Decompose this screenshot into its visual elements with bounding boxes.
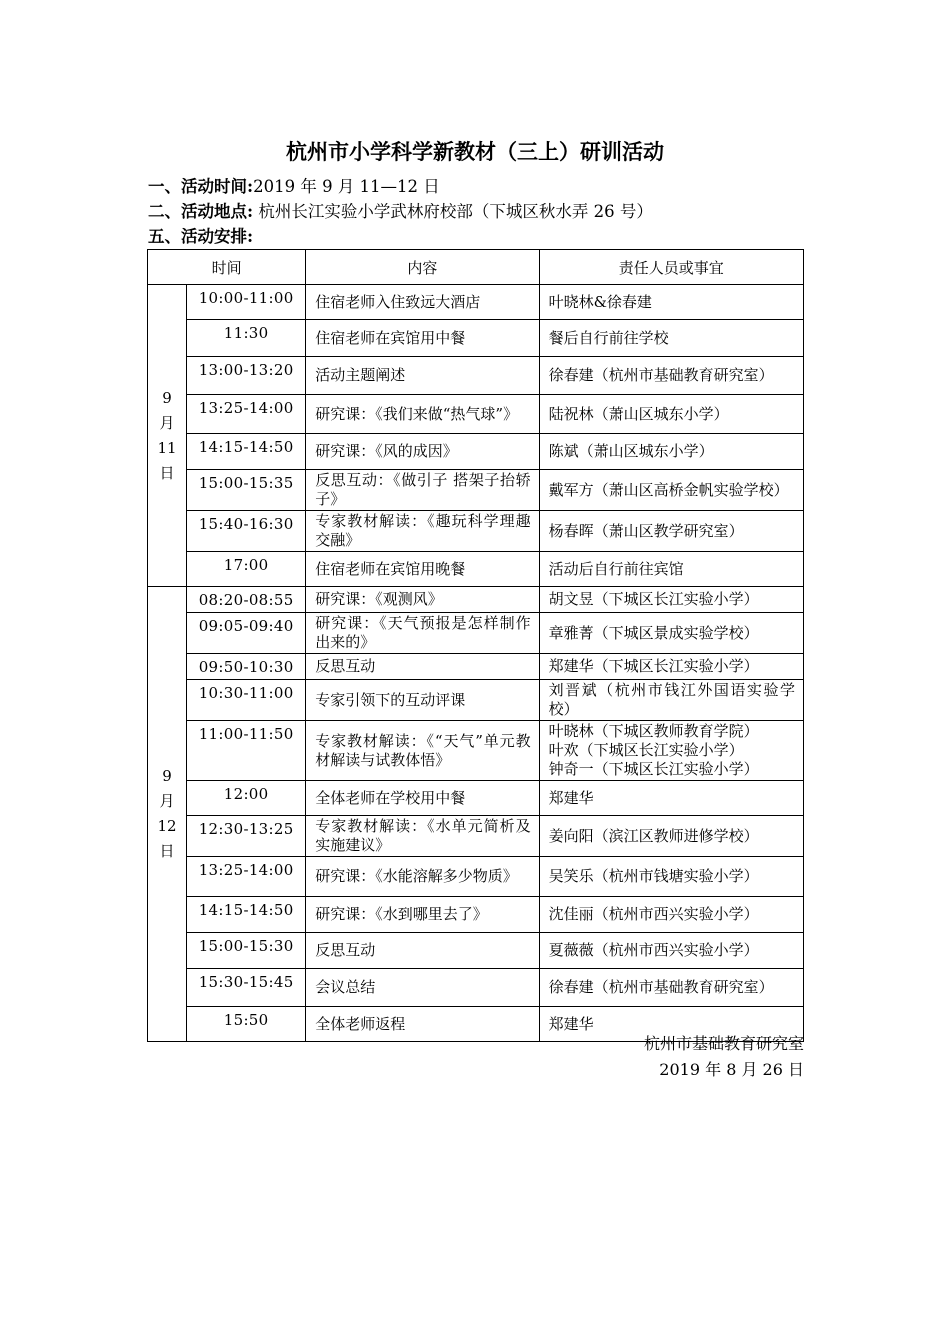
responsible-cell: 沈佳丽（杭州市西兴实验小学） — [539, 897, 803, 933]
activity-schedule-line — [148, 226, 253, 248]
responsible-cell: 吴笑乐（杭州市钱塘实验小学） — [539, 857, 803, 897]
date-line: 12 — [157, 817, 177, 835]
responsible-cell: 陆祝林（萧山区城东小学） — [539, 395, 803, 434]
date-line: 日 — [159, 463, 175, 482]
time-cell: 15:50 — [187, 1007, 306, 1042]
time-cell: 12:30-13:25 — [187, 816, 306, 857]
table-header-row — [148, 250, 804, 285]
table-row — [148, 933, 804, 969]
schedule-table — [147, 249, 804, 1042]
table-row — [148, 857, 804, 897]
responsible-cell: 胡文昱（下城区长江实验小学） — [539, 587, 803, 613]
content-cell: 会议总结 — [306, 969, 539, 1007]
time-cell: 15:40-16:30 — [187, 511, 306, 552]
responsible-line: 叶晓林（下城区教师教育学院） — [548, 722, 759, 740]
time-cell: 08:20-08:55 — [187, 587, 306, 613]
table-row — [148, 395, 804, 434]
content-cell: 专家教材解读：《水单元简析及实施建议》 — [306, 816, 539, 857]
content-cell: 住宿老师在宾馆用中餐 — [306, 320, 539, 357]
responsible-cell: 郑建华 — [539, 1007, 803, 1042]
table-row — [148, 781, 804, 816]
activity-location-label: 二、活动地点: — [148, 202, 254, 221]
time-cell: 14:15-14:50 — [187, 434, 306, 470]
content-cell: 住宿老师在宾馆用晚餐 — [306, 552, 539, 587]
time-cell: 09:50-10:30 — [187, 654, 306, 680]
content-cell: 住宿老师入住致远大酒店 — [306, 285, 539, 320]
responsible-line: 叶欢（下城区长江实验小学） — [548, 741, 744, 759]
date-line: 9 — [162, 388, 172, 407]
time-cell: 13:25-14:00 — [187, 857, 306, 897]
responsible-cell: 叶晓林&徐春建 — [539, 285, 803, 320]
header-content: 内容 — [306, 250, 539, 285]
responsible-cell: 郑建华（下城区长江实验小学） — [539, 654, 803, 680]
content-cell: 活动主题阐述 — [306, 357, 539, 395]
responsible-cell: 徐春建（杭州市基础教育研究室） — [539, 969, 803, 1007]
responsible-cell: 郑建华 — [539, 781, 803, 816]
time-cell: 10:00-11:00 — [187, 285, 306, 320]
responsible-cell: 姜向阳（滨江区教师进修学校） — [539, 816, 803, 857]
date-cell — [148, 285, 187, 587]
time-cell: 15:00-15:35 — [187, 470, 306, 511]
responsible-cell: 餐后自行前往学校 — [539, 320, 803, 357]
table-row — [148, 587, 804, 613]
content-cell: 研究课：《水到哪里去了》 — [306, 897, 539, 933]
time-cell: 15:30-15:45 — [187, 969, 306, 1007]
time-cell: 10:30-11:00 — [187, 680, 306, 721]
time-cell: 09:05-09:40 — [187, 613, 306, 654]
responsible-cell — [539, 721, 803, 781]
footer-date: 2019 年 8 月 26 日 — [659, 1060, 804, 1079]
responsible-cell: 刘晋斌（杭州市钱江外国语实验学校） — [539, 680, 803, 721]
time-cell: 11:00-11:50 — [187, 721, 306, 781]
table-row — [148, 511, 804, 552]
activity-location-line — [148, 201, 653, 223]
content-cell: 研究课：《天气预报是怎样制作出来的》 — [306, 613, 539, 654]
date-cell — [148, 587, 187, 1042]
responsible-cell: 杨春晖（萧山区教学研究室） — [539, 511, 803, 552]
responsible-cell: 活动后自行前往宾馆 — [539, 552, 803, 587]
table-row — [148, 470, 804, 511]
content-cell: 研究课：《水能溶解多少物质》 — [306, 857, 539, 897]
header-responsible: 责任人员或事宜 — [539, 250, 803, 285]
content-cell: 反思互动：《做引子 搭架子抬轿子》 — [306, 470, 539, 511]
responsible-cell: 徐春建（杭州市基础教育研究室） — [539, 357, 803, 395]
time-cell: 11:30 — [187, 320, 306, 357]
footer-organization: 杭州市基础教育研究室 — [643, 1034, 804, 1053]
date-line: 月 — [159, 792, 175, 810]
table-row — [148, 816, 804, 857]
responsible-cell: 戴军方（萧山区高桥金帆实验学校） — [539, 470, 803, 511]
content-cell: 研究课：《观测风》 — [306, 587, 539, 613]
table-row — [148, 680, 804, 721]
content-cell: 全体老师在学校用中餐 — [306, 781, 539, 816]
time-cell: 13:00-13:20 — [187, 357, 306, 395]
date-line: 11 — [157, 438, 177, 457]
table-row — [148, 552, 804, 587]
content-cell: 研究课：《风的成因》 — [306, 434, 539, 470]
responsible-line: 钟奇一（下城区长江实验小学） — [548, 760, 759, 778]
content-cell: 反思互动 — [306, 933, 539, 969]
date-line: 9 — [162, 767, 172, 785]
table-row — [148, 613, 804, 654]
content-cell: 全体老师返程 — [306, 1007, 539, 1042]
activity-time-line — [148, 176, 440, 198]
time-cell: 13:25-14:00 — [187, 395, 306, 434]
time-cell: 15:00-15:30 — [187, 933, 306, 969]
content-cell: 专家教材解读：《趣玩科学理趣交融》 — [306, 511, 539, 552]
header-time: 时间 — [148, 250, 306, 285]
content-cell: 反思互动 — [306, 654, 539, 680]
date-line: 日 — [159, 842, 175, 860]
table-row — [148, 434, 804, 470]
activity-location-value: 杭州长江实验小学武林府校部（下城区秋水弄 26 号） — [253, 202, 653, 221]
table-row — [148, 357, 804, 395]
responsible-cell: 章雅菁（下城区景成实验学校） — [539, 613, 803, 654]
table-row — [148, 285, 804, 320]
content-cell: 研究课：《我们来做“热气球”》 — [306, 395, 539, 434]
activity-time-label: 一、活动时间: — [148, 177, 254, 196]
table-row — [148, 969, 804, 1007]
activity-schedule-label: 五、活动安排: — [148, 227, 254, 246]
time-cell: 17:00 — [187, 552, 306, 587]
responsible-cell: 陈斌（萧山区城东小学） — [539, 434, 803, 470]
document-title: 杭州市小学科学新教材（三上）研训活动 — [286, 139, 664, 164]
schedule-body — [148, 285, 804, 1042]
table-row — [148, 721, 804, 781]
content-cell: 专家引领下的互动评课 — [306, 680, 539, 721]
date-line: 月 — [159, 413, 175, 432]
content-cell: 专家教材解读：《“天气”单元教材解读与试教体悟》 — [306, 721, 539, 781]
time-cell: 12:00 — [187, 781, 306, 816]
table-row — [148, 654, 804, 680]
activity-time-value: 2019 年 9 月 11—12 日 — [253, 177, 440, 196]
table-row — [148, 320, 804, 357]
responsible-cell: 夏薇薇（杭州市西兴实验小学） — [539, 933, 803, 969]
time-cell: 14:15-14:50 — [187, 897, 306, 933]
table-row — [148, 897, 804, 933]
